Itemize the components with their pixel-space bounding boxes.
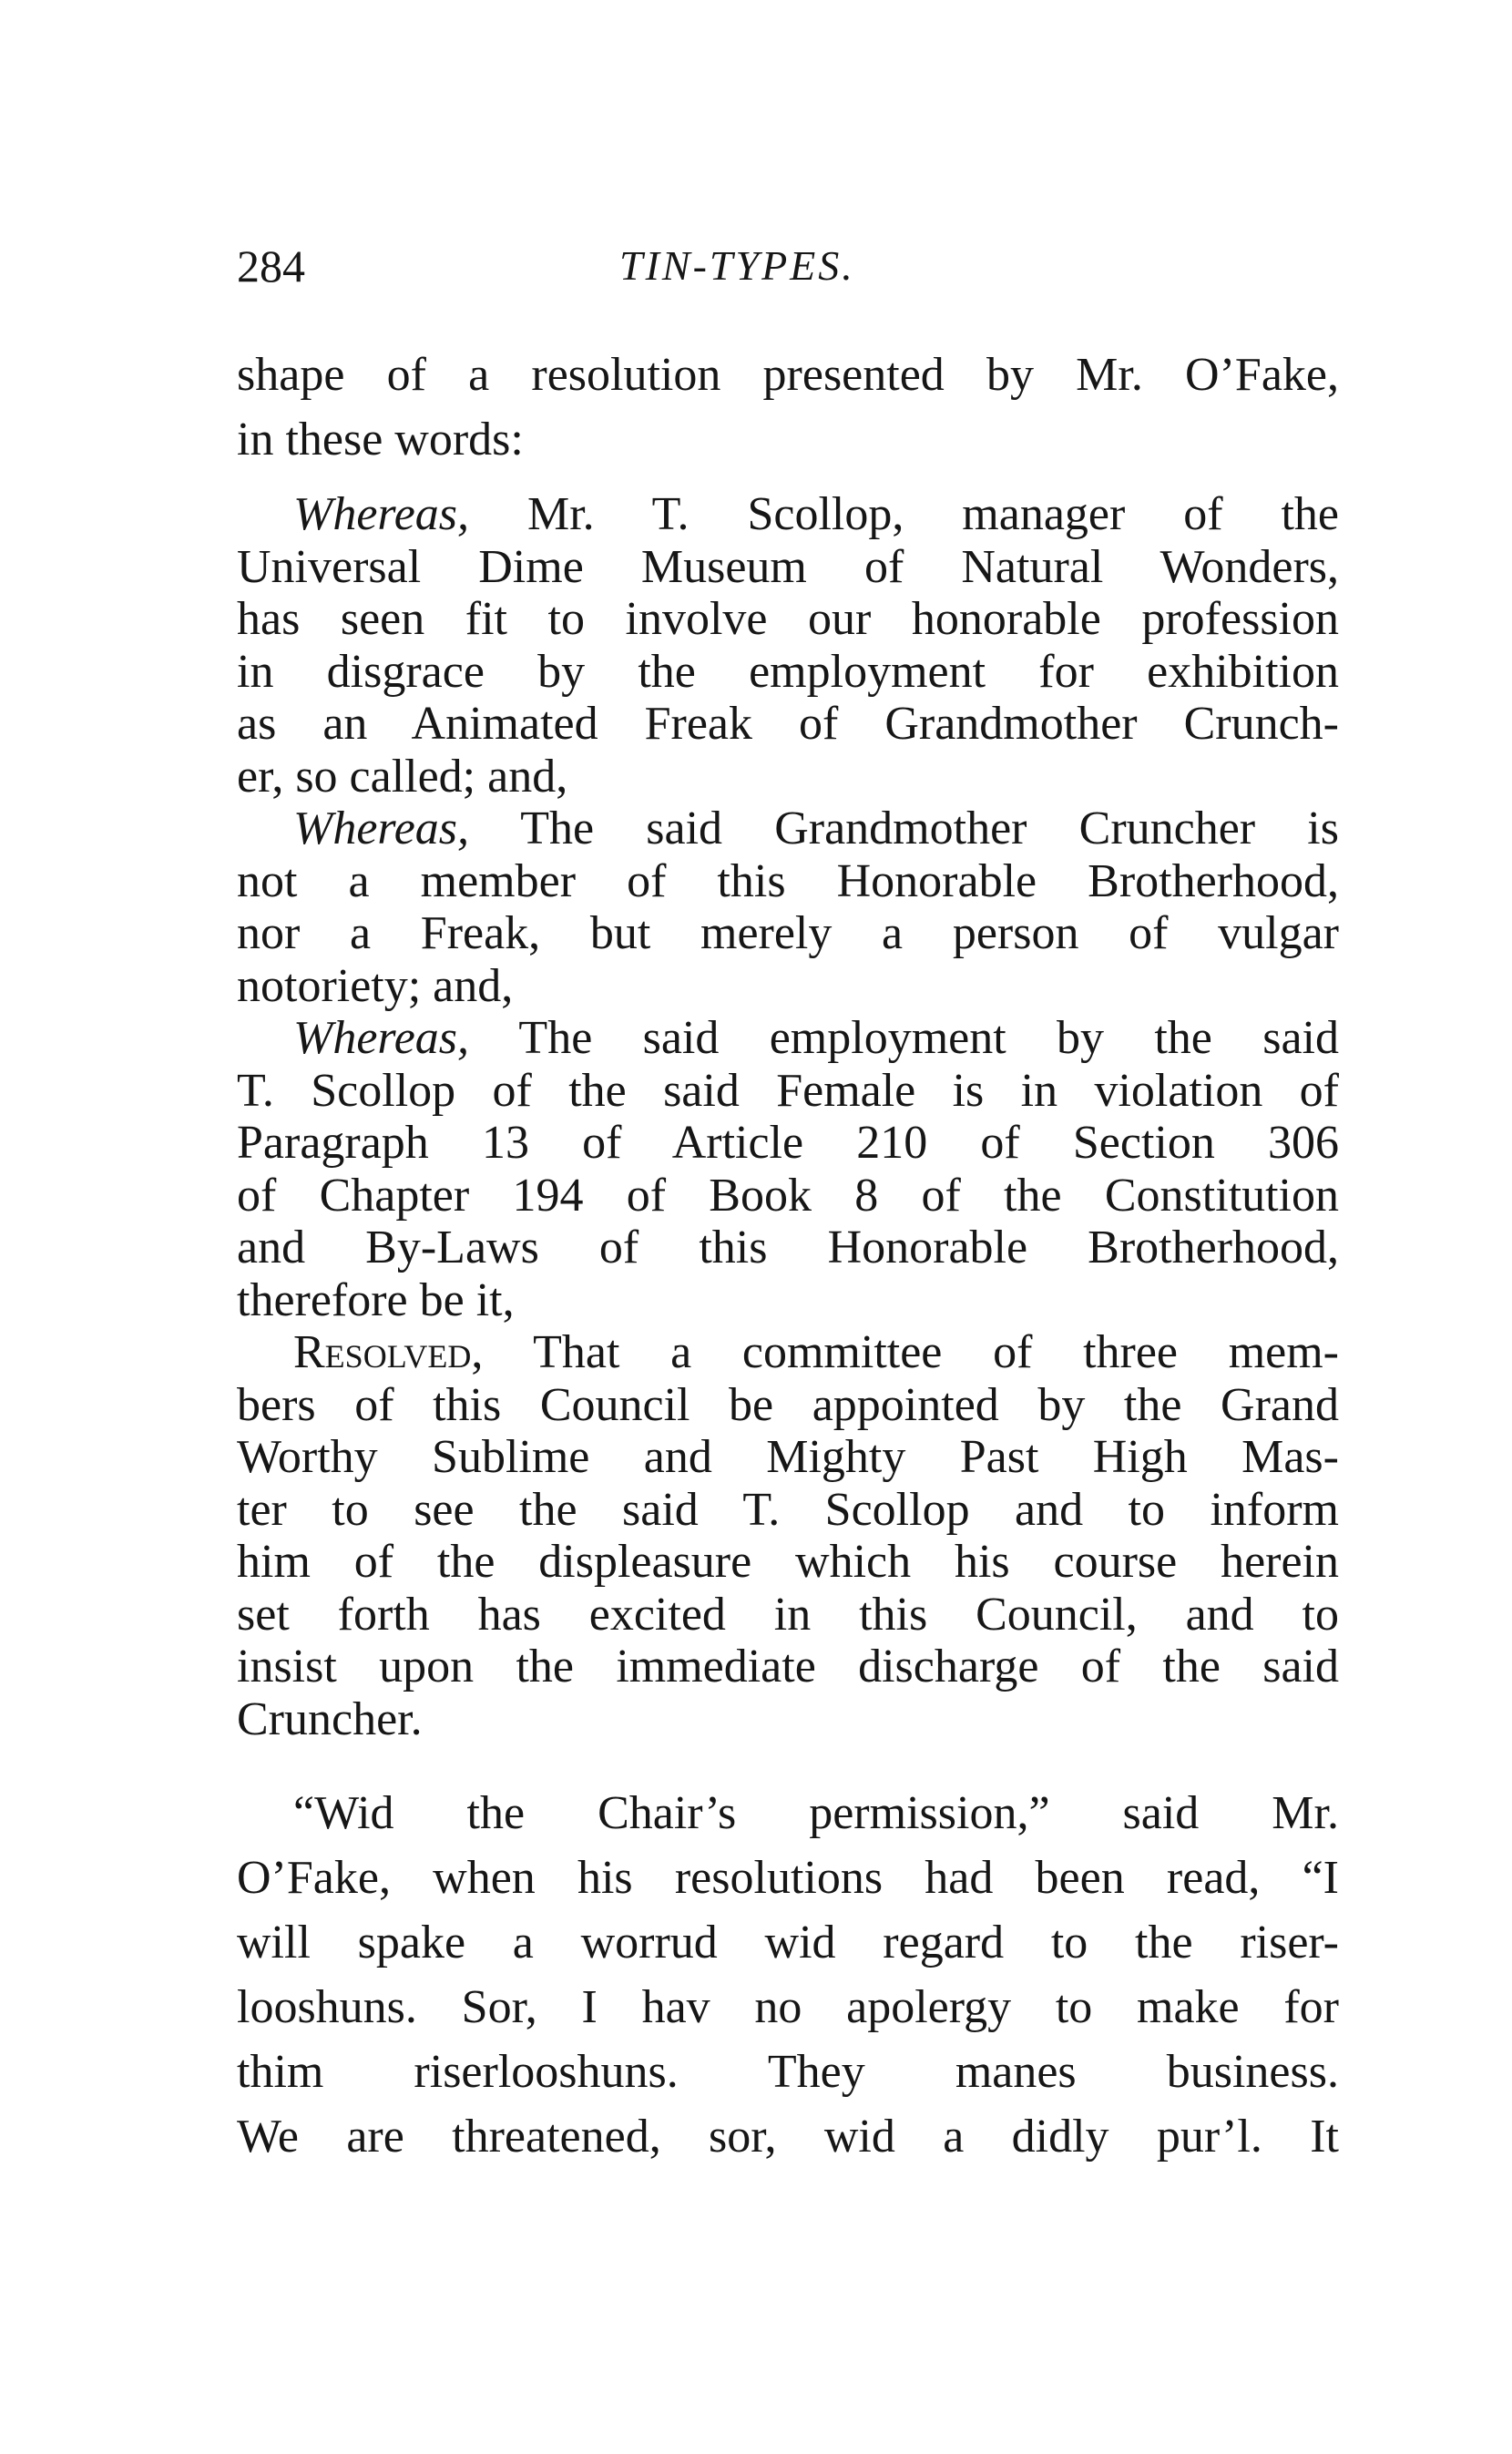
text-line: O’Fake, when his resolutions had been read, “I — [237, 1852, 1339, 1904]
text-line: shape of a resolution presented by Mr. O’Fake, — [237, 349, 1339, 401]
whereas-lead: Whereas, — [293, 1012, 470, 1064]
text-line — [237, 1012, 1339, 1065]
clause-first-line: The said employment by the said — [469, 1012, 1339, 1064]
text-line: Universal Dime Museum of Natural Wonders, — [237, 540, 1339, 593]
text-line: “Wid the Chair’s permission,” said Mr. — [293, 1787, 1339, 1839]
text-line: Worthy Sublime and Mighty Past High Mas- — [237, 1431, 1339, 1483]
whereas-clause-1 — [237, 488, 1339, 803]
whereas-clause-2 — [237, 803, 1339, 1012]
text-line: nor a Freak, but merely a person of vulgar — [237, 907, 1339, 959]
text-line: and By-Laws of this Honorable Brotherhood, — [237, 1222, 1339, 1273]
text-line: of Chapter 194 of Book 8 of the Constitution — [237, 1169, 1339, 1222]
running-head: TIN-TYPES. — [619, 242, 855, 289]
text-line: er, so called; and, — [237, 750, 568, 803]
resolved-clause — [237, 1326, 1339, 1745]
text-line: We are threatened, sor, wid a didly pur’l. It — [237, 2111, 1339, 2163]
text-line: bers of this Council be appointed by the Grand — [237, 1378, 1339, 1431]
text-line: in disgrace by the employment for exhibition — [237, 645, 1339, 698]
text-line: therefore be it, — [237, 1273, 515, 1326]
text-line: insist upon the immediate discharge of the said — [237, 1641, 1339, 1692]
text-line: set forth has excited in this Council, and to — [237, 1588, 1339, 1641]
text-line: looshuns. Sor, I hav no apolergy to make for — [237, 1981, 1339, 2033]
closing-paragraph — [237, 1781, 1339, 2169]
text-line: T. Scollop of the said Female is in violation of — [237, 1064, 1339, 1117]
resolution-block — [237, 488, 1339, 1745]
text-line: thim riserlooshuns. They manes business. — [237, 2046, 1339, 2098]
text-line: Cruncher. — [237, 1692, 423, 1745]
resolved-lead: Resolved, — [293, 1326, 484, 1378]
clause-first-line: The said Grandmother Cruncher is — [469, 803, 1339, 854]
text-line: Paragraph 13 of Article 210 of Section 306 — [237, 1117, 1339, 1169]
text-line: in these words: — [237, 414, 524, 465]
clause-first-line: Mr. T. Scollop, manager of the — [469, 488, 1339, 540]
intro-paragraph — [237, 343, 1339, 472]
text-line: ter to see the said T. Scollop and to inform — [237, 1483, 1339, 1536]
text-line: as an Animated Freak of Grandmother Crunch- — [237, 698, 1339, 750]
whereas-lead: Whereas, — [293, 803, 470, 854]
text-line: not a member of this Honorable Brotherhood, — [237, 854, 1339, 907]
whereas-lead: Whereas, — [293, 488, 470, 540]
page-number: 284 — [237, 240, 305, 291]
text-line: has seen fit to involve our honorable profession — [237, 593, 1339, 645]
text-line: him of the displeasure which his course herein — [237, 1536, 1339, 1588]
text-line — [237, 1326, 1339, 1379]
text-line — [237, 488, 1339, 541]
text-line: notoriety; and, — [237, 959, 514, 1012]
whereas-clause-3 — [237, 1012, 1339, 1326]
clause-first-line: That a committee of three mem- — [483, 1326, 1339, 1378]
text-line: will spake a worrud wid regard to the riser- — [237, 1917, 1339, 1968]
text-line — [237, 803, 1339, 855]
page-header — [237, 239, 1339, 302]
